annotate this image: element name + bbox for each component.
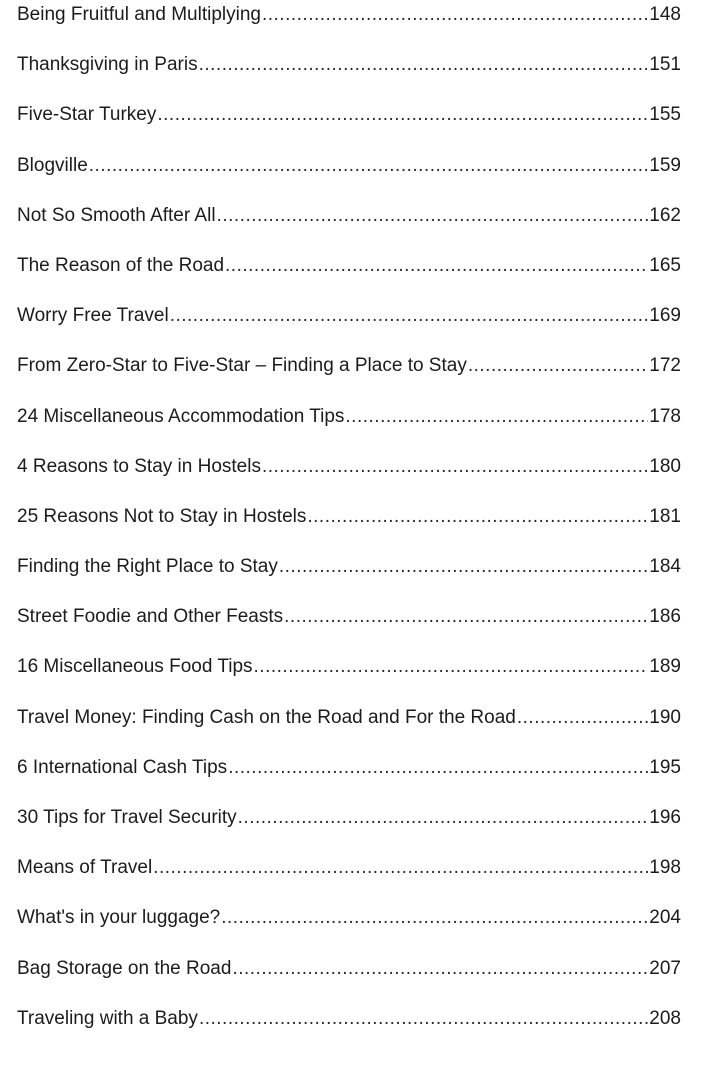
toc-page-number: 195 xyxy=(649,756,681,778)
toc-page-number: 151 xyxy=(649,54,681,76)
toc-page-number: 169 xyxy=(649,305,681,327)
toc-dot-leader xyxy=(307,505,648,529)
toc-page-number: 198 xyxy=(649,857,681,879)
toc-entry xyxy=(17,555,681,605)
toc-dot-leader xyxy=(238,806,649,830)
toc-dot-leader xyxy=(221,906,648,930)
toc-entry-title: Blogville xyxy=(17,154,88,176)
toc-dot-leader xyxy=(225,254,648,278)
toc-entry-title: Finding the Right Place to Stay xyxy=(17,556,278,578)
toc-entry xyxy=(17,706,681,756)
toc-page-number: 148 xyxy=(649,4,681,25)
toc-dot-leader xyxy=(153,856,648,880)
toc-dot-leader xyxy=(517,706,648,730)
toc-entry-title: Travel Money: Finding Cash on the Road and For the Road xyxy=(17,706,516,728)
toc-dot-leader xyxy=(262,3,648,27)
toc-page-number: 189 xyxy=(649,656,681,678)
toc-entry xyxy=(17,455,681,505)
toc-page-number: 155 xyxy=(649,104,681,126)
toc-entry-title: Bag Storage on the Road xyxy=(17,957,232,979)
toc-entry xyxy=(17,204,681,254)
toc-entry xyxy=(17,154,681,204)
toc-entry xyxy=(17,3,681,53)
toc-entry-title: Not So Smooth After All xyxy=(17,204,216,226)
toc-dot-leader xyxy=(279,555,648,579)
toc-entry-title: Being Fruitful and Multiplying xyxy=(17,4,261,25)
toc-page-number: 159 xyxy=(649,154,681,176)
toc-page-number: 172 xyxy=(649,355,681,377)
toc-entry xyxy=(17,405,681,455)
toc-page-number: 180 xyxy=(649,455,681,477)
toc-entry-title: Five-Star Turkey xyxy=(17,104,157,126)
toc-entry xyxy=(17,1007,681,1057)
toc-page-number: 178 xyxy=(649,405,681,427)
toc-dot-leader xyxy=(262,455,648,479)
toc-entry-title: What's in your luggage? xyxy=(17,907,221,929)
toc-page-number: 186 xyxy=(649,606,681,628)
toc-dot-leader xyxy=(157,103,648,127)
toc-entry xyxy=(17,957,681,1007)
toc-entry-title: 24 Miscellaneous Accommodation Tips xyxy=(17,405,345,427)
toc-entry-title: Means of Travel xyxy=(17,857,153,879)
toc-page-number: 204 xyxy=(649,907,681,929)
toc-page-number: 190 xyxy=(649,706,681,728)
toc-entry xyxy=(17,254,681,304)
toc-entry xyxy=(17,354,681,404)
toc-dot-leader xyxy=(199,53,649,77)
toc-entry xyxy=(17,103,681,153)
toc-dot-leader xyxy=(254,655,649,679)
toc-entry-title: 16 Miscellaneous Food Tips xyxy=(17,656,253,678)
toc-entry xyxy=(17,53,681,103)
toc-entry xyxy=(17,605,681,655)
toc-entry-title: 6 International Cash Tips xyxy=(17,756,228,778)
toc-entry-title: 4 Reasons to Stay in Hostels xyxy=(17,455,261,477)
toc-dot-leader xyxy=(199,1007,648,1031)
toc-entry-title: Street Foodie and Other Feasts xyxy=(17,606,284,628)
toc-entry xyxy=(17,655,681,705)
toc-entry-title: The Reason of the Road xyxy=(17,254,225,276)
toc-page-number: 208 xyxy=(649,1007,681,1029)
toc-dot-leader xyxy=(89,154,649,178)
toc-page-number: 207 xyxy=(649,957,681,979)
toc-dot-leader xyxy=(232,957,648,981)
toc-page-number: 184 xyxy=(649,556,681,578)
toc-dot-leader xyxy=(284,605,648,629)
toc-page-number: 196 xyxy=(649,807,681,828)
toc-entry-title: From Zero-Star to Five-Star – Finding a Place to Stay xyxy=(17,355,467,377)
toc-entry xyxy=(17,806,681,856)
toc-entry xyxy=(17,304,681,354)
toc-entry xyxy=(17,856,681,906)
toc-entry xyxy=(17,505,681,555)
toc-page-number: 165 xyxy=(649,254,681,276)
toc-dot-leader xyxy=(217,204,649,228)
toc-dot-leader xyxy=(170,304,649,328)
toc-page-number: 162 xyxy=(649,204,681,226)
toc-entry-title: 25 Reasons Not to Stay in Hostels xyxy=(17,505,307,527)
toc-entry xyxy=(17,756,681,806)
toc-entry-title: Thanksgiving in Paris xyxy=(17,54,198,76)
toc-page-number: 181 xyxy=(649,505,681,527)
toc-dot-leader xyxy=(228,756,648,780)
toc-entry-title: 30 Tips for Travel Security xyxy=(17,807,237,828)
toc-dot-leader xyxy=(468,354,648,378)
toc-entry-title: Traveling with a Baby xyxy=(17,1007,198,1029)
toc-entry-title: Worry Free Travel xyxy=(17,305,169,327)
toc-entry xyxy=(17,906,681,956)
table-of-contents xyxy=(17,3,681,1057)
toc-dot-leader xyxy=(345,405,648,429)
